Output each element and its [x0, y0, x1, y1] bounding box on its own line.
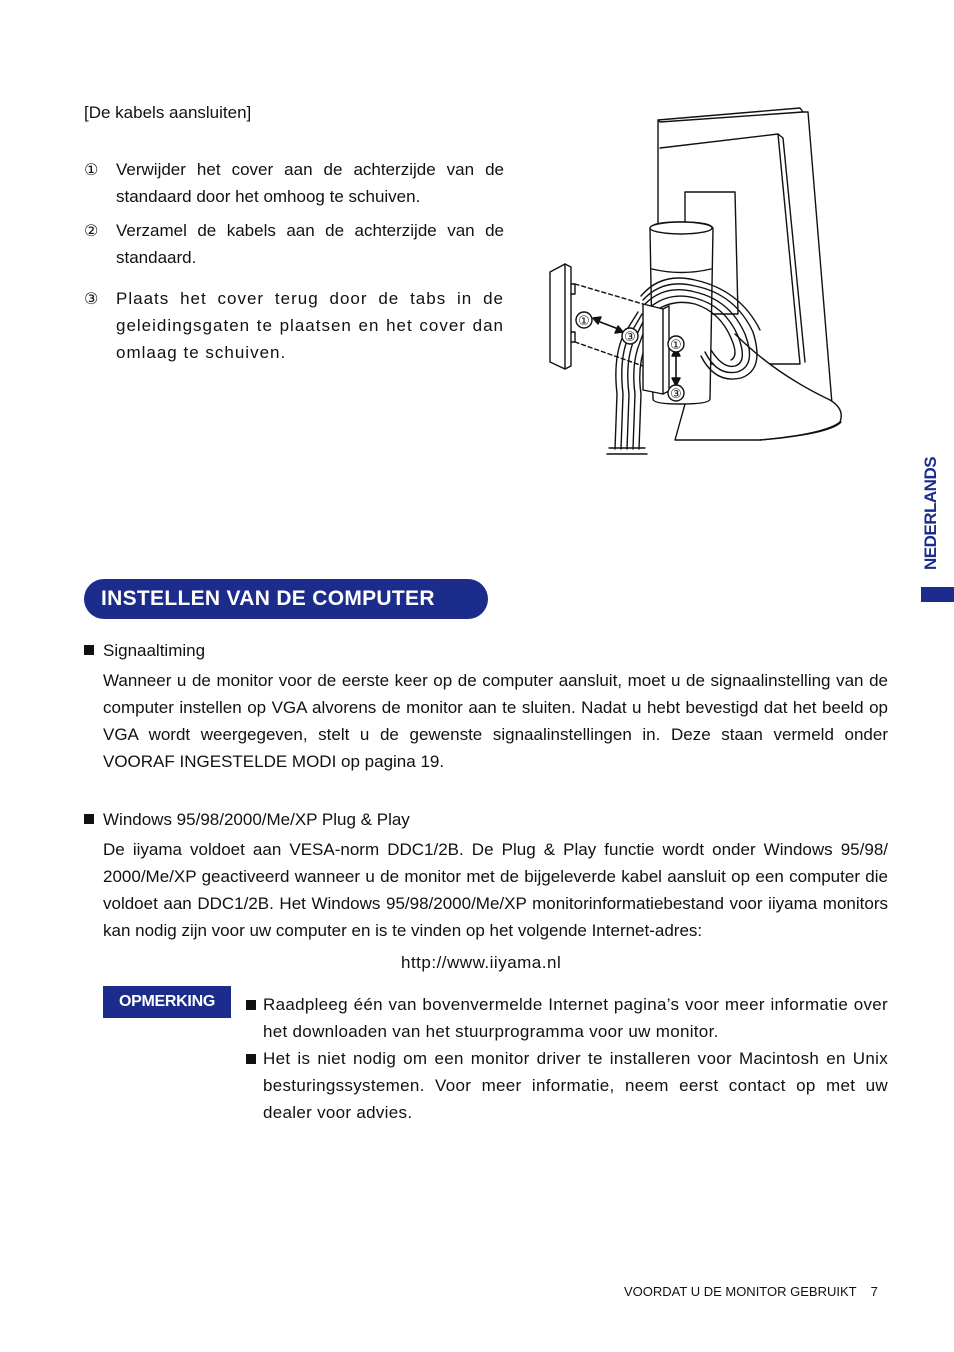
section-title: INSTELLEN VAN DE COMPUTER: [84, 579, 488, 619]
note-item-text: Het is niet nodig om een monitor driver te installeren voor Macintosh en Unix besturingssystemen. Voor meer informatie, neem eerst contact op met uw dealer voor advies.: [263, 1049, 888, 1122]
step-number: ①: [84, 160, 99, 179]
iiyama-url: http://www.iiyama.nl: [401, 953, 562, 972]
signal-body: Wanneer u de monitor voor de eerste keer op de computer aansluit, moet u de signaalinstelling van de computer instellen op VGA alvorens de monitor aan te sluiten. Nadat u hebt bevestigd dat het beeld op VGA wordt weergegeven, stelt u de gewenste signaalinstellingen in. Deze staan vermeld onder VOORAF INGESTELDE MODI op pagina 19.: [103, 671, 888, 771]
language-tab-bar: [921, 587, 954, 602]
page-number: 7: [870, 1284, 878, 1299]
language-tab: NEDERLANDS: [921, 456, 940, 570]
cable-step: [84, 156, 504, 210]
step-number: ②: [84, 221, 99, 240]
windows-body: De iiyama voldoet aan VESA-norm DDC1/2B. De Plug & Play functie wordt onder Windows 95/98/ 2000/Me/XP geactiveerd wanneer u de monitor met de bijgeleverde kabel aansluit op een computer die voldoet aan DDC1/2B. Het Windows 95/98/2000/Me/XP monitorinformatiebestand voor iiyama monitors kan nodig zijn voor uw computer en is te vinden op het volgende Internet-adres:: [103, 840, 888, 940]
illustration-label: [622, 328, 638, 345]
illustration-label: [576, 312, 592, 329]
svg-text:①: ①: [578, 314, 590, 329]
step-text: Verwijder het cover aan de achterzijde van de standaard door het omhoog te schuiven.: [116, 160, 504, 206]
signal-heading-text: Signaaltiming: [103, 641, 206, 660]
note-badge: OPMERKING: [103, 986, 231, 1018]
illustration-label: [668, 385, 684, 402]
windows-heading: [84, 810, 410, 830]
footer-text: VOORDAT U DE MONITOR GEBRUIKT: [624, 1284, 857, 1299]
cables-heading: [De kabels aansluiten]: [84, 103, 252, 122]
step-number: ③: [84, 289, 99, 308]
monitor-stand-cable-illustration: [545, 104, 845, 456]
bullet-square-icon: [84, 645, 94, 655]
illustration-label: [668, 336, 684, 353]
step-text: Verzamel de kabels aan de achterzijde van de standaard.: [116, 221, 504, 267]
bullet-square-icon: [246, 1000, 256, 1010]
step-text: Plaats het cover terug door de tabs in de geleidingsgaten te plaatsen en het cover dan omlaag te schuiven.: [116, 289, 504, 362]
page-footer: [624, 1284, 878, 1299]
bullet-square-icon: [246, 1054, 256, 1064]
note-item-text: Raadpleeg één van bovenvermelde Internet pagina’s voor meer informatie over het downloaden van het stuurprogramma voor uw monitor.: [263, 995, 888, 1041]
svg-text:③: ③: [624, 330, 636, 345]
svg-text:③: ③: [670, 387, 682, 402]
cable-step: [84, 285, 504, 366]
windows-heading-text: Windows 95/98/2000/Me/XP Plug & Play: [103, 810, 410, 829]
cable-step: [84, 217, 504, 271]
note-item: [246, 1045, 888, 1126]
svg-text:①: ①: [670, 338, 682, 353]
signal-heading: [84, 641, 205, 661]
note-item: [246, 991, 888, 1045]
bullet-square-icon: [84, 814, 94, 824]
